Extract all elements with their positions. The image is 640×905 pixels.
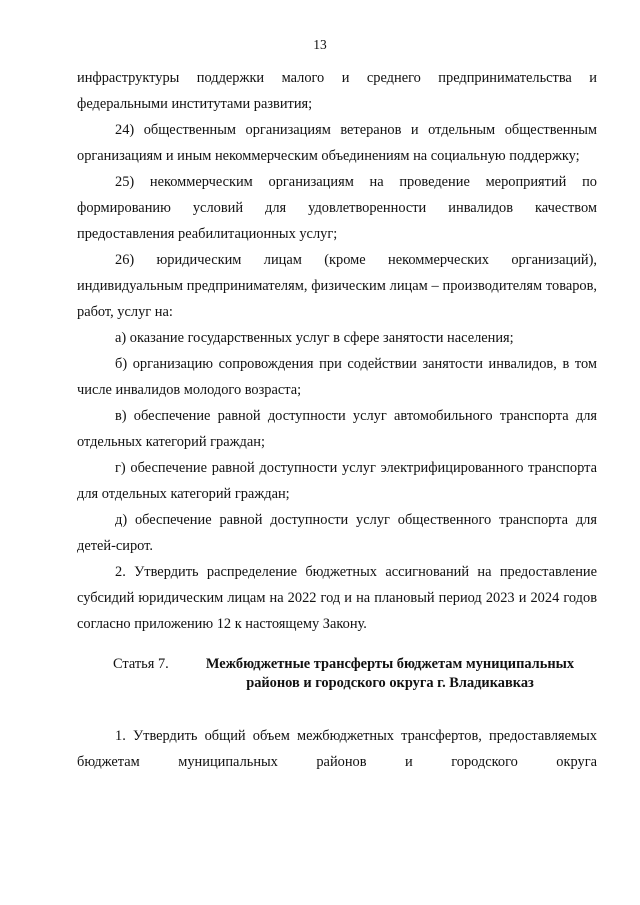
paragraph-continuation: инфраструктуры поддержки малого и среднего предпринимательства и федеральными институтами развития; xyxy=(77,70,597,112)
clause-2: 2. Утвердить распределение бюджетных ассигнований на предоставление субсидий юридическим лицам на 2022 год и на плановый период 2023 и 2024 годов согласно приложению 12 к настоящему Закону. xyxy=(77,564,597,632)
article-heading xyxy=(77,655,597,693)
sub-item-a: а) оказание государственных услуг в сфере занятости населения; xyxy=(115,330,514,346)
section-spacer xyxy=(77,693,597,723)
sub-item-b: б) организацию сопровождения при содействии занятости инвалидов, в том числе инвалидов молодого возраста; xyxy=(77,356,597,398)
list-item-26: 26) юридическим лицам (кроме некоммерческих организаций), индивидуальным предпринимателям, физическим лицам – производителям товаров, работ, услуг на: xyxy=(77,252,597,320)
sub-item-v: в) обеспечение равной доступности услуг автомобильного транспорта для отдельных категорий граждан; xyxy=(77,408,597,450)
list-item-25: 25) некоммерческим организациям на проведение мероприятий по формированию условий для удовлетворенности инвалидов качеством предоставления реабилитационных услуг; xyxy=(77,174,597,242)
article-7-clause-1: 1. Утвердить общий объем межбюджетных трансфертов, предоставляемых бюджетам муниципальных районов и городского округа xyxy=(77,728,597,770)
article-label-spacer xyxy=(113,674,190,693)
document-body xyxy=(77,65,597,775)
article-title-line2: районов и городского округа г. Владикавказ xyxy=(246,675,534,691)
sub-item-d: д) обеспечение равной доступности услуг общественного транспорта для детей-сирот. xyxy=(77,512,597,554)
sub-item-g: г) обеспечение равной доступности услуг электрифицированного транспорта для отдельных категорий граждан; xyxy=(77,460,597,502)
list-item-24: 24) общественным организациям ветеранов и отдельным общественным организациям и иным некоммерческим объединениям на социальную поддержку; xyxy=(77,122,597,164)
article-label: Статья 7. xyxy=(113,656,169,672)
article-title-line1: Межбюджетные трансферты бюджетам муниципальных xyxy=(205,656,575,672)
page-number: 13 xyxy=(313,37,327,52)
